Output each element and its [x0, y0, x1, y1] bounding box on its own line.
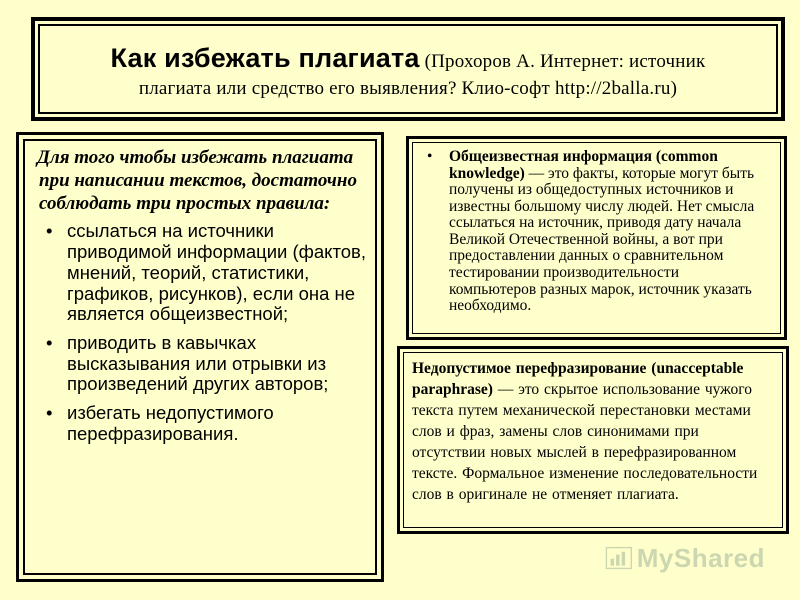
common-knowledge-term: Общеизвестная информация (common knowledge): [449, 148, 718, 182]
rules-list: [35, 221, 367, 444]
rule-item: [35, 221, 367, 325]
rule-text: избегать недопустимого перефразирования.: [67, 402, 274, 444]
title-source-line-2: плагиата или средство его выявления? Клио-софт http://2balla.ru): [138, 78, 678, 100]
title-panel: [31, 17, 785, 121]
bullet-icon: •: [46, 402, 53, 424]
myshared-logo: [605, 540, 765, 576]
paraphrase-definition: — это скрытое использование чужого текста путем механической перестановки местами слов и фраз, замены слов синонимами при отсутствии новых мыслей в перефразированном тексте. Формальное изменение последовательности слов в оригинале не отменяет плагиата.: [412, 381, 758, 504]
bar-chart-icon: [605, 541, 633, 575]
title-main: Как избежать плагиата: [110, 42, 420, 73]
bullet-icon: •: [46, 220, 53, 242]
rule-text: ссылаться на источники приводимой информации (фактов, мнений, теорий, статистики, графиков, рисунков), если она не является общеизвестной;: [67, 220, 367, 325]
common-knowledge-definition: — это факты, которые могут быть получены из общедоступных источников и известны большому числу людей. Нет смысла ссылаться на источник, приводя дату начала Великой Отечественной войны, а вот при предоставлении данных о сравнительном тестировании производительности компьютеров разных марок, источник указать необходимо.: [449, 164, 755, 315]
bullet-icon: •: [427, 148, 433, 165]
logo-text: MyShared: [636, 542, 765, 573]
rules-panel: [16, 132, 384, 582]
bullet-icon: •: [46, 331, 53, 353]
slide-title: [111, 40, 706, 102]
title-source-line-1: (Прохоров А. Интернет: источник: [419, 50, 706, 72]
rule-item: [35, 333, 367, 395]
paraphrase-text: [412, 358, 772, 506]
common-knowledge-item: [421, 149, 770, 315]
rules-intro: Для того чтобы избежать плагиата при написании текстов, достаточно соблюдать три простых правила:: [37, 147, 357, 214]
rule-text: приводить в кавычках высказывания или отрывки из произведений других авторов;: [67, 331, 329, 395]
common-knowledge-panel: [406, 136, 787, 340]
paraphrase-term: Недопустимое перефразирование (unacceptable paraphrase): [412, 360, 744, 399]
rule-item: [35, 403, 367, 444]
paraphrase-panel: [397, 346, 789, 534]
